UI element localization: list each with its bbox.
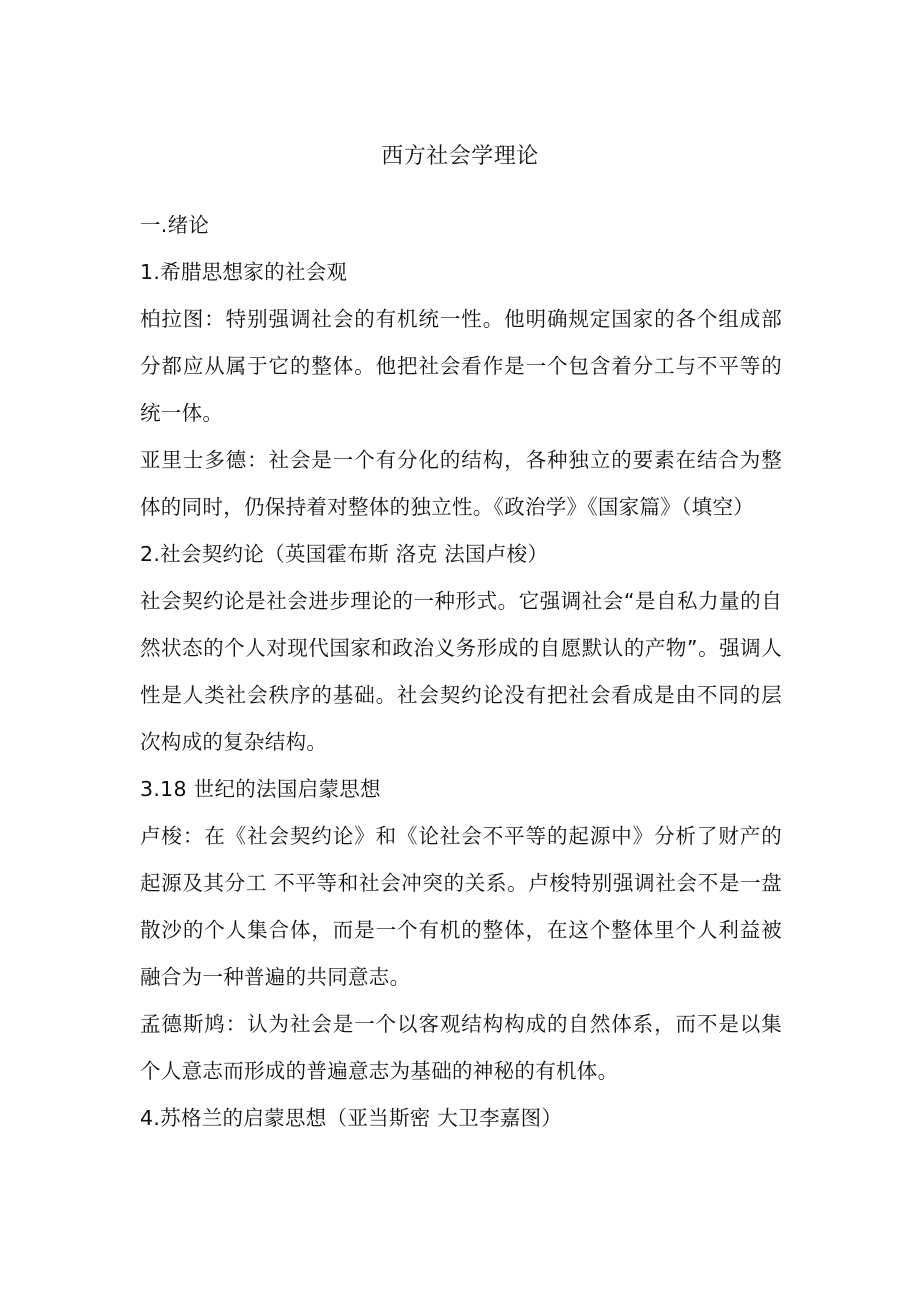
paragraph-aristotle: 亚里士多德：社会是一个有分化的结构，各种独立的要素在结合为整体的同时，仍保持着对整体的独立性。《政治学》《国家篇》（填空） (140, 448, 782, 519)
paragraph-plato: 柏拉图：特别强调社会的有机统一性。他明确规定国家的各个组成部分都应从属于它的整体。他把社会看作是一个包含着分工与不平等的统一体。 (140, 307, 782, 425)
section-heading-french-enlightenment: 3.18 世纪的法国启蒙思想 (140, 777, 381, 801)
paragraph-social-contract: 社会契约论是社会进步理论的一种形式。它强调社会“是自私力量的自然状态的个人对现代国家和政治义务形成的自愿默认的产物”。强调人性是人类社会秩序的基础。社会契约论没有把社会看成是由不同的层次构成的复杂结构。 (140, 589, 782, 754)
paragraph-rousseau: 卢梭：在《社会契约论》和《论社会不平等的起源中》分析了财产的起源及其分工 不平等和社会冲突的关系。卢梭特别强调社会不是一盘散沙的个人集合体，而是一个有机的整体，在这个整体里个人利益被融合为一种普遍的共同意志。 (140, 824, 782, 989)
document-body (140, 202, 782, 1142)
section-heading-greek-thinkers: 1.希腊思想家的社会观 (140, 260, 348, 284)
section-heading-introduction: 一.绪论 (140, 213, 210, 237)
section-heading-scottish-enlightenment: 4.苏格兰的启蒙思想（亚当斯密 大卫李嘉图） (140, 1106, 563, 1130)
section-heading-social-contract: 2.社会契约论（英国霍布斯 洛克 法国卢梭） (140, 542, 549, 566)
paragraph-montesquieu: 孟德斯鸠：认为社会是一个以客观结构构成的自然体系，而不是以集个人意志而形成的普遍意志为基础的神秘的有机体。 (140, 1012, 782, 1083)
page-title: 西方社会学理论 (381, 144, 539, 169)
